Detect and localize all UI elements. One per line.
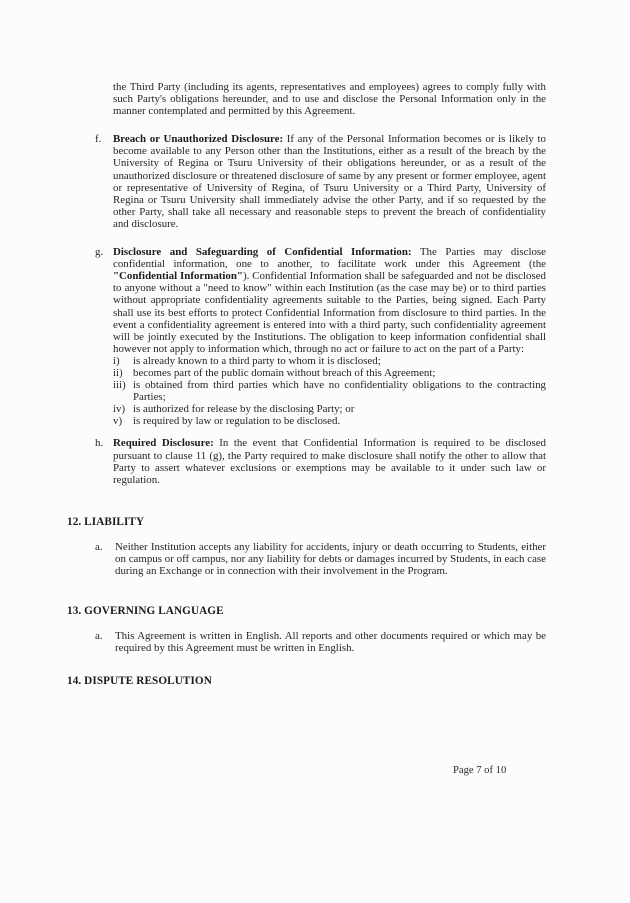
clause-body: Disclosure and Safeguarding of Confidential Information: The Parties may disclose confidential information, one to another, to facilitate work under this Agreement (the "Confidential Information"). Confidential Information shall be safeguarded and not be disclosed to anyone without a "need to know" within each Institution (as the case may be) or to third parties without appropriate confidentiality agreements suitable to the Parties, being signed. Each Party shall use its best efforts to protect Confidential Information from disclosure to third parties. In the event a confidentiality agreement is entered into with a third party, such confidentiality agreement will be jointly executed by the Institutions. The obligation to keep information confidential shall however not apply to information which, through no act or failure to act on the part of a Party: — [113, 246, 546, 355]
list-text: is authorized for release by the disclosing Party; or — [133, 403, 355, 416]
exception-list — [113, 355, 546, 428]
list-item — [113, 415, 546, 427]
list-marker: iv) — [113, 403, 126, 416]
section-dispute-resolution — [67, 675, 546, 687]
section-governing-language — [67, 605, 546, 654]
section-liability — [67, 516, 546, 577]
section-heading: 13. GOVERNING LANGUAGE — [67, 605, 224, 618]
section-heading: 14. DISPUTE RESOLUTION — [67, 675, 212, 688]
page-number: Page 7 of 10 — [453, 765, 507, 776]
section-heading: 12. LIABILITY — [67, 515, 145, 528]
list-text: is required by law or regulation to be disclosed. — [133, 415, 341, 428]
clause-letter: f. — [95, 133, 102, 146]
list-marker: iii) — [113, 379, 126, 392]
item-text: This Agreement is written in English. All reports and other documents required or which may be required by this Agreement must be written in English. — [115, 630, 546, 655]
continuation-paragraph: the Third Party (including its agents, representatives and employees) agrees to comply fully with such Party's obligations hereunder, and to use and disclose the Personal Information only in the manner contemplated and permitted by this Agreement. — [113, 81, 546, 118]
clause-body: Breach or Unauthorized Disclosure: If any of the Personal Information becomes or is likely to become available to any Person other than the Institutions, either as a result of the breach by the University of Regina or Tsuru University of their obligations hereunder, or as a result of the unauthorized disclosure or threatened disclosure of same by any present or former employee, agent or representative of University of Regina, of Tsuru University or a Third Party, University of Regina or Tsuru University shall immediately advise the other Party, and if so requested by the other Party, shall take all necessary and reasonable steps to prevent the breach of confidentiality and disclosure. — [113, 133, 546, 230]
list-text: becomes part of the public domain without breach of this Agreement; — [133, 366, 436, 379]
list-marker: v) — [113, 415, 123, 428]
section-item — [95, 630, 546, 654]
page-content — [67, 81, 546, 688]
clause-letter: g. — [95, 246, 104, 259]
item-text: Neither Institution accepts any liability for accidents, injury or death occurring to Students, either on campus or off campus, nor any liability for debts or damages incurred by Students, in each case during an Exchange or in connection with their involvement in the Program. — [115, 540, 546, 578]
list-item — [113, 367, 546, 379]
clause-item-g — [95, 246, 546, 428]
clause-body: Required Disclosure: In the event that Confidential Information is required to be disclosed pursuant to clause 11 (g), the Party required to make disclosure shall notify the other to allow that Party to assert whatever exclusions or exemptions may be available to it under such law or regulation. — [113, 437, 546, 486]
item-marker: a. — [95, 630, 103, 643]
item-marker: a. — [95, 540, 103, 553]
list-item — [113, 403, 546, 415]
list-marker: ii) — [113, 366, 123, 379]
clause-item-h — [95, 437, 546, 486]
list-text: is already known to a third party to whom it is disclosed; — [133, 354, 381, 367]
list-item — [113, 355, 546, 367]
list-text: is obtained from third parties which have no confidentiality obligations to the contracting Parties; — [133, 379, 546, 404]
list-item — [113, 379, 546, 403]
clause-item-f — [95, 133, 546, 230]
section-item — [95, 541, 546, 577]
list-marker: i) — [113, 354, 120, 367]
clause-letter: h. — [95, 437, 104, 450]
